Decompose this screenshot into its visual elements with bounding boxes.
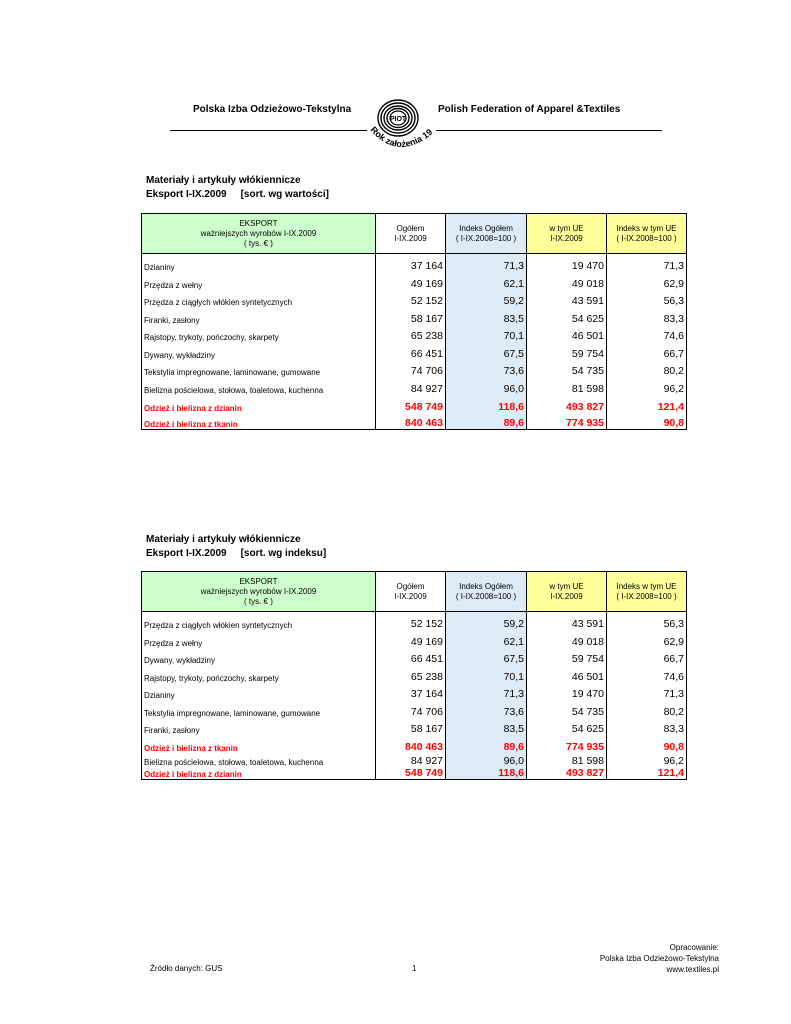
row-eu-index-value: 121,4 [607,767,687,780]
row-product-name: Tekstylia impregnowane, laminowane, gumowane [142,360,376,377]
row-eu-index-value: 74,6 [607,325,687,342]
row-product-name: Odzież i bielizna z dzianin [142,395,376,413]
row-total-value: 84 927 [376,753,446,767]
header-org-polish: Polska Izba Odzieżowo-Tekstylna [193,104,352,115]
col-header-eu: w tym UE I-IX.2009 [527,214,607,254]
logo-rings-icon [378,100,418,136]
row-index-value: 70,1 [446,665,527,683]
row-eu-index-value: 71,3 [607,254,687,272]
piot-logo [360,92,440,160]
row-eu-value: 43 591 [527,290,607,307]
row-total-value: 840 463 [376,413,446,430]
row-product-name: Odzież i bielizna z dzianin [142,767,376,780]
row-index-value: 71,3 [446,683,527,700]
table-row [142,325,687,342]
row-eu-value: 49 018 [527,272,607,290]
row-index-value: 118,6 [446,767,527,780]
col-header-eu-index: Indeks w tym UE ( I-IX.2008=100 ) [607,214,687,254]
row-eu-value: 54 625 [527,718,607,735]
row-eu-index-value: 80,2 [607,700,687,718]
row-eu-value: 59 754 [527,648,607,665]
row-total-value: 58 167 [376,718,446,735]
footer-source: Źródło danych: GUS [150,964,223,973]
table-row [142,290,687,307]
table-row [142,612,687,630]
table2-subtitle: Eksport I-IX.2009 [146,548,227,559]
row-eu-index-value: 80,2 [607,360,687,377]
table1-sort-label: [sort. wg wartości] [240,189,329,200]
row-product-name: Odzież i bielizna z tkanin [142,413,376,430]
row-total-value: 65 238 [376,665,446,683]
row-eu-value: 774 935 [527,413,607,430]
row-index-value: 67,5 [446,342,527,360]
row-eu-index-value: 62,9 [607,272,687,290]
row-total-value: 548 749 [376,395,446,413]
row-eu-index-value: 71,3 [607,683,687,700]
row-eu-index-value: 90,8 [607,735,687,753]
row-index-value: 83,5 [446,718,527,735]
table-header-row [142,572,687,612]
row-eu-index-value: 56,3 [607,290,687,307]
row-eu-value: 19 470 [527,683,607,700]
row-total-value: 49 169 [376,630,446,648]
row-total-value: 66 451 [376,648,446,665]
table-row [142,272,687,290]
row-product-name: Dywany, wykładziny [142,342,376,360]
row-total-value: 49 169 [376,272,446,290]
row-total-value: 37 164 [376,683,446,700]
row-eu-value: 774 935 [527,735,607,753]
row-product-name: Przędza z wełny [142,630,376,648]
row-total-value: 52 152 [376,290,446,307]
header-rule-left [170,130,367,131]
row-product-name: Tekstylia impregnowane, laminowane, gumowane [142,700,376,718]
table-row [142,700,687,718]
header-rule-right [436,130,662,131]
table-row [142,648,687,665]
table-row [142,683,687,700]
row-product-name: Rajstopy, trykoty, pończochy, skarpety [142,325,376,342]
col-header-index: Indeks Ogółem ( I-IX.2008=100 ) [446,572,527,612]
row-eu-index-value: 66,7 [607,342,687,360]
row-product-name: Bielizna pościelowa, stołowa, toaletowa, kuchenna [142,753,376,767]
footer-website[interactable]: www.textiles.pl [666,965,719,974]
header-org-english: Polish Federation of Apparel &Textiles [438,104,621,115]
row-index-value: 70,1 [446,325,527,342]
row-index-value: 96,0 [446,377,527,395]
row-total-value: 74 706 [376,360,446,377]
row-eu-index-value: 83,3 [607,718,687,735]
row-index-value: 89,6 [446,413,527,430]
row-product-name: Bielizna pościelowa, stołowa, toaletowa, kuchenna [142,377,376,395]
table2-title: Materiały i artykuły włókiennicze [146,534,301,545]
row-product-name: Dzianiny [142,254,376,272]
table-row [142,767,687,780]
row-total-value: 58 167 [376,307,446,325]
row-eu-index-value: 90,8 [607,413,687,430]
export-table-by-index [141,571,687,780]
row-total-value: 37 164 [376,254,446,272]
row-product-name: Odzież i bielizna z tkanin [142,735,376,753]
row-product-name: Przędza z wełny [142,272,376,290]
row-product-name: Firanki, zasłony [142,307,376,325]
row-eu-value: 81 598 [527,753,607,767]
col-header-export: EKSPORT ważniejszych wyrobów I-IX.2009 ( tys. € ) [142,572,376,612]
row-index-value: 59,2 [446,612,527,630]
row-eu-index-value: 74,6 [607,665,687,683]
footer-prepared [600,942,719,975]
row-eu-value: 49 018 [527,630,607,648]
row-product-name: Dywany, wykładziny [142,648,376,665]
table-row [142,413,687,430]
row-eu-value: 81 598 [527,377,607,395]
row-index-value: 67,5 [446,648,527,665]
row-eu-value: 54 735 [527,700,607,718]
row-total-value: 65 238 [376,325,446,342]
row-eu-index-value: 62,9 [607,630,687,648]
row-eu-value: 46 501 [527,665,607,683]
col-header-eu-index: Indeks w tym UE ( I-IX.2008=100 ) [607,572,687,612]
row-total-value: 840 463 [376,735,446,753]
row-eu-value: 43 591 [527,612,607,630]
row-product-name: Rajstopy, trykoty, pończochy, skarpety [142,665,376,683]
row-eu-index-value: 121,4 [607,395,687,413]
table-row [142,307,687,325]
row-index-value: 83,5 [446,307,527,325]
row-product-name: Przędza z ciągłych włókien syntetycznych [142,612,376,630]
table2-title-block [146,533,326,561]
table-row [142,718,687,735]
row-index-value: 71,3 [446,254,527,272]
row-eu-value: 59 754 [527,342,607,360]
footer-prepared-label: Opracowanie: [669,943,719,952]
table-row [142,254,687,272]
table-row [142,377,687,395]
table1-title-block [146,174,329,202]
table-row [142,735,687,753]
row-index-value: 62,1 [446,630,527,648]
svg-text:PIOT: PIOT [389,116,407,123]
row-eu-index-value: 96,2 [607,753,687,767]
row-eu-value: 54 625 [527,307,607,325]
col-header-total: Ogółem I-IX.2009 [376,572,446,612]
table-row [142,630,687,648]
export-table-by-value [141,213,687,430]
row-total-value: 66 451 [376,342,446,360]
row-index-value: 73,6 [446,360,527,377]
row-index-value: 89,6 [446,735,527,753]
row-eu-index-value: 56,3 [607,612,687,630]
row-eu-index-value: 83,3 [607,307,687,325]
table1-subtitle: Eksport I-IX.2009 [146,189,227,200]
row-index-value: 59,2 [446,290,527,307]
row-total-value: 548 749 [376,767,446,780]
table2-sort-label: [sort. wg indeksu] [240,548,327,559]
table-row [142,753,687,767]
row-eu-value: 54 735 [527,360,607,377]
row-index-value: 73,6 [446,700,527,718]
footer-page-number: 1 [412,964,417,973]
col-header-index: Indeks Ogółem ( I-IX.2008=100 ) [446,214,527,254]
table-row [142,665,687,683]
logo-founded-text: Rok założenia 19 [368,124,435,150]
table1-title: Materiały i artykuły włókiennicze [146,175,301,186]
row-eu-value: 493 827 [527,767,607,780]
row-index-value: 96,0 [446,753,527,767]
row-product-name: Dzianiny [142,683,376,700]
row-eu-index-value: 66,7 [607,648,687,665]
footer-prepared-by: Polska Izba Odzieżowo-Tekstylna [599,954,719,963]
table-row [142,342,687,360]
row-total-value: 52 152 [376,612,446,630]
row-total-value: 84 927 [376,377,446,395]
row-product-name: Przędza z ciągłych włókien syntetycznych [142,290,376,307]
col-header-export: EKSPORT ważniejszych wyrobów I-IX.2009 ( tys. € ) [142,214,376,254]
table-row [142,395,687,413]
col-header-total: Ogółem I-IX.2009 [376,214,446,254]
row-product-name: Firanki, zasłony [142,718,376,735]
row-total-value: 74 706 [376,700,446,718]
table-header-row [142,214,687,254]
row-eu-index-value: 96,2 [607,377,687,395]
row-eu-value: 19 470 [527,254,607,272]
row-index-value: 118,6 [446,395,527,413]
col-header-eu: w tym UE I-IX.2009 [527,572,607,612]
row-eu-value: 46 501 [527,325,607,342]
row-index-value: 62,1 [446,272,527,290]
row-eu-value: 493 827 [527,395,607,413]
table-row [142,360,687,377]
